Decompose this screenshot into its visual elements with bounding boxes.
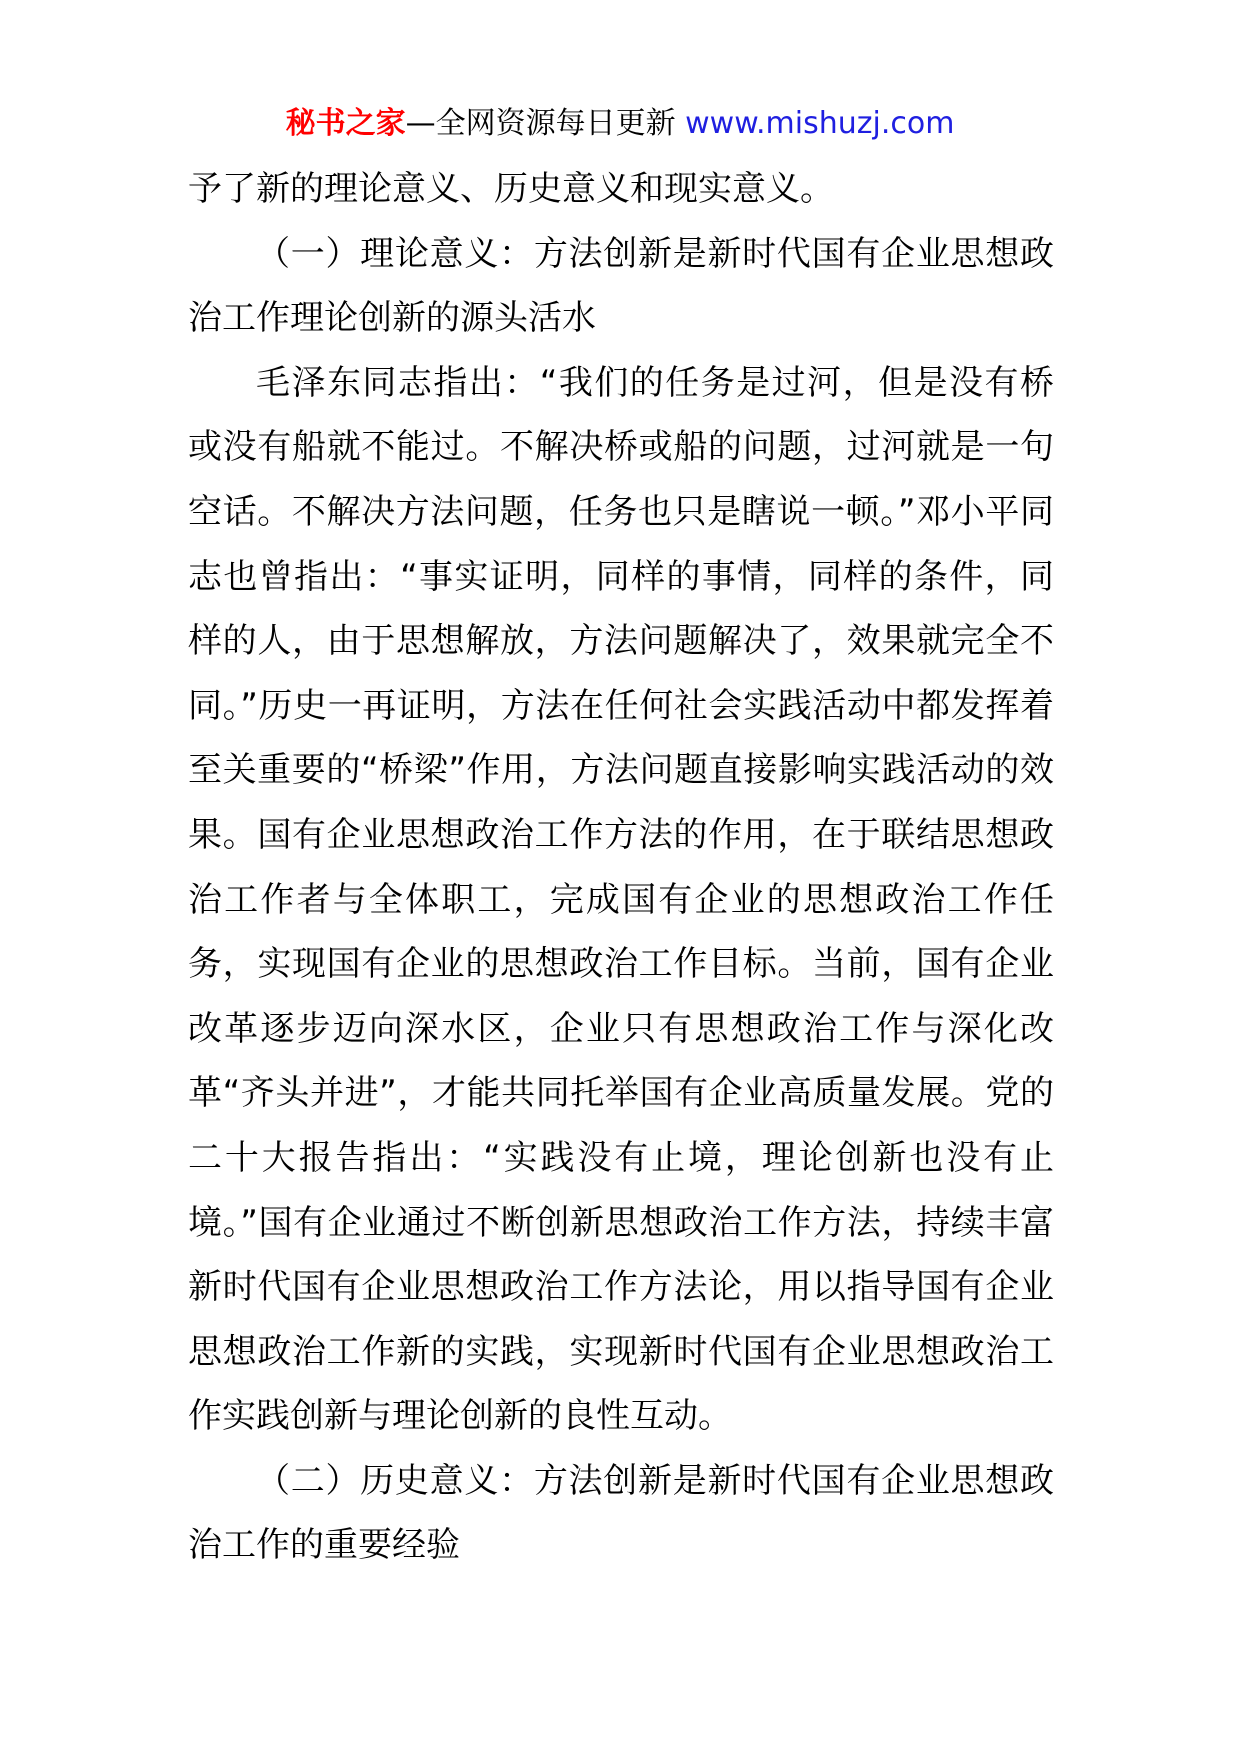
- document-body: [188, 157, 1054, 1578]
- header-brand: 秘书之家: [285, 106, 406, 141]
- paragraph-theory-body: 毛泽东同志指出：“我们的任务是过河，但是没有桥或没有船就不能过。不解决桥或船的问题，过河就是一句空话。不解决方法问题，任务也只是瞎说一顿。”邓小平同志也曾指出：“事实证明，同样的事情，同样的条件，同样的人，由于思想解放，方法问题解决了，效果就完全不同。”历史一再证明，方法在任何社会实践活动中都发挥着至关重要的“桥梁”作用，方法问题直接影响实践活动的效果。国有企业思想政治工作方法的作用，在于联结思想政治工作者与全体职工，完成国有企业的思想政治工作任务，实现国有企业的思想政治工作目标。当前，国有企业改革逐步迈向深水区，企业只有思想政治工作与深化改革“齐头并进”，才能共同托举国有企业高质量发展。党的二十大报告指出：“实践没有止境，理论创新也没有止境。”国有企业通过不断创新思想政治工作方法，持续丰富新时代国有企业思想政治工作方法论，用以指导国有企业思想政治工作新的实践，实现新时代国有企业思想政治工作实践创新与理论创新的良性互动。: [188, 362, 1054, 1437]
- header-url-link[interactable]: www.mishuzj.com: [685, 106, 955, 141]
- header-slogan: —全网资源每日更新: [405, 106, 686, 141]
- section-heading-history: （二）历史意义：方法创新是新时代国有企业思想政治工作的重要经验: [188, 1460, 1054, 1566]
- paragraph-continuation: 予了新的理论意义、历史意义和现实意义。: [188, 169, 834, 209]
- section-heading-theory: （一）理论意义：方法创新是新时代国有企业思想政治工作理论创新的源头活水: [188, 233, 1054, 339]
- page-header: [0, 104, 1240, 144]
